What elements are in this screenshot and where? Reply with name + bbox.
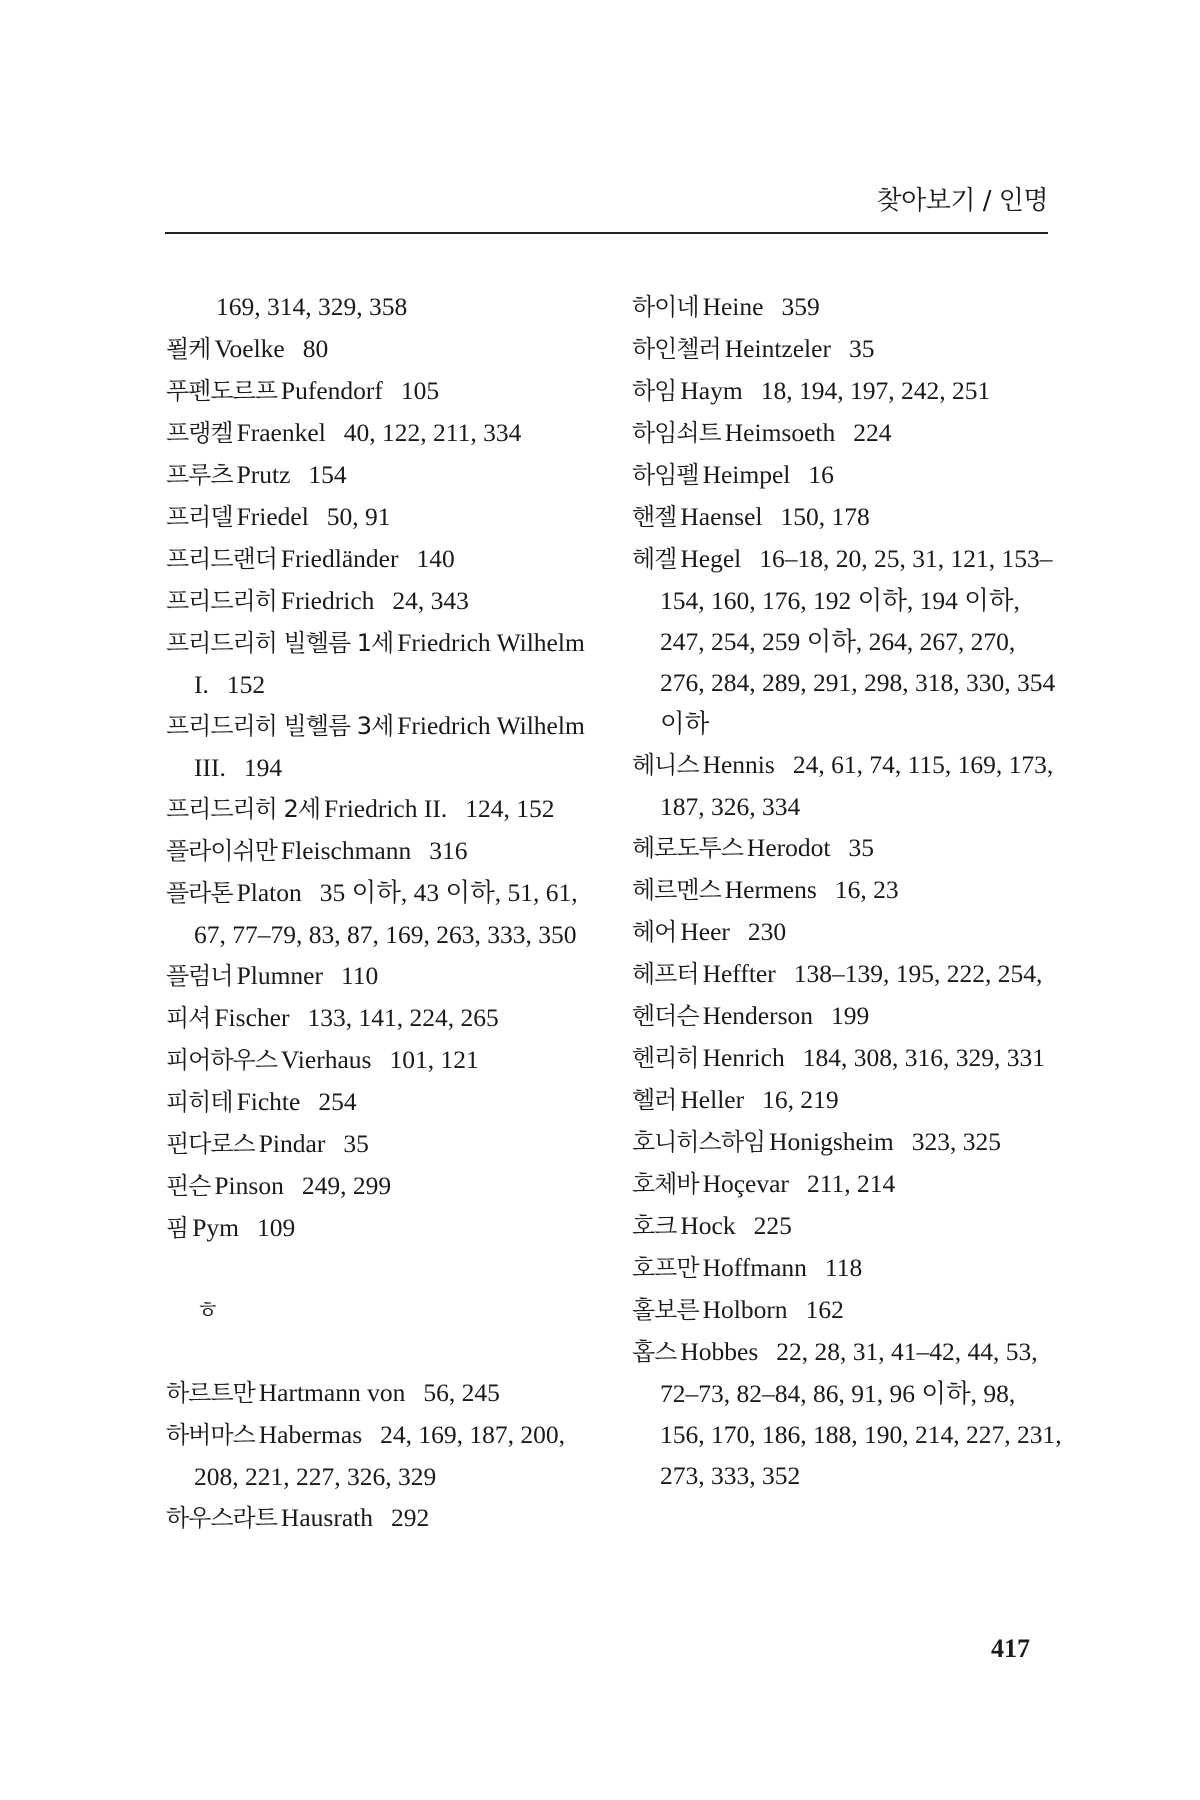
index-entry <box>166 830 586 872</box>
entry-page-refs: 162 <box>805 1295 844 1324</box>
index-entry <box>632 995 1062 1037</box>
entry-korean-name: 하우스라트 <box>166 1504 277 1532</box>
entry-page-refs: 110 <box>340 961 379 990</box>
index-entry <box>166 412 586 454</box>
entry-korean-name: 플라톤 <box>166 879 233 907</box>
index-entry <box>166 872 586 955</box>
entry-latin-name: Hoçevar <box>702 1169 789 1198</box>
entry-korean-name: 프루츠 <box>166 461 233 489</box>
index-entry <box>166 955 586 997</box>
entry-page-refs: 292 <box>390 1503 430 1532</box>
entry-page-refs: 359 <box>781 292 820 321</box>
entry-latin-name: Holborn <box>702 1295 788 1324</box>
index-entry <box>632 1205 1062 1247</box>
index-entry <box>166 370 586 412</box>
entry-page-refs: 50, 91 <box>326 502 391 531</box>
index-entry <box>632 328 1062 370</box>
entry-page-refs: 249, 299 <box>301 1171 392 1200</box>
entry-latin-name: Friedrich Wilhelm I. <box>194 628 585 699</box>
entry-latin-name: Hennis <box>702 750 775 779</box>
entry-page-refs: 124, 152 <box>465 794 555 823</box>
entry-latin-name: Hobbes <box>680 1337 759 1366</box>
entry-korean-name: 피어하우스 <box>166 1046 277 1074</box>
entry-latin-name: Pym <box>192 1213 239 1242</box>
entry-latin-name: Prutz <box>236 460 291 489</box>
index-entry <box>166 1165 586 1207</box>
entry-latin-name: Friedländer <box>280 544 399 573</box>
entry-page-refs: 138–139, 195, 222, 254, <box>793 959 1043 988</box>
index-entry <box>632 496 1062 538</box>
entry-latin-name: Fleischmann <box>280 836 412 865</box>
entry-latin-name: Pufendorf <box>280 376 383 405</box>
entry-korean-name: 핸젤 <box>632 503 677 531</box>
entry-korean-name: 헤어 <box>632 918 677 946</box>
index-entry <box>632 1289 1062 1331</box>
entry-korean-name: 헬러 <box>632 1086 677 1114</box>
index-entry <box>632 744 1062 827</box>
index-entry <box>166 286 586 328</box>
entry-latin-name: Hausrath <box>280 1503 373 1532</box>
index-entry <box>166 538 586 580</box>
entry-korean-name: 헤겔 <box>632 545 677 573</box>
index-entry <box>166 1123 586 1165</box>
index-entry <box>632 1163 1062 1205</box>
index-entry <box>632 911 1062 953</box>
entry-korean-name: 하임쇠트 <box>632 419 721 447</box>
index-entry <box>632 953 1062 995</box>
entry-korean-name: 하르트만 <box>166 1379 255 1407</box>
entry-korean-name: 플럼너 <box>166 962 233 990</box>
entry-latin-name: Hock <box>680 1211 736 1240</box>
entry-page-refs: 316 <box>429 836 468 865</box>
entry-page-refs: 56, 245 <box>423 1378 500 1407</box>
entry-latin-name: Hermens <box>724 875 817 904</box>
entry-page-refs: 254 <box>318 1087 357 1116</box>
entry-korean-name: 헨더슨 <box>632 1002 699 1030</box>
entry-latin-name: Heintzeler <box>724 334 831 363</box>
index-entry <box>166 1414 586 1497</box>
entry-latin-name: Vierhaus <box>280 1045 372 1074</box>
running-head: 찾아보기 / 인명 <box>876 186 1048 216</box>
entry-page-refs: 35 <box>343 1129 369 1158</box>
entry-korean-name: 프리드리히 빌헬름 1세 <box>166 629 394 657</box>
entry-latin-name: Henrich <box>702 1043 785 1072</box>
entry-korean-name: 호크 <box>632 1212 677 1240</box>
entry-latin-name: Heimpel <box>702 460 791 489</box>
entry-page-refs: 150, 178 <box>780 502 870 531</box>
entry-latin-name: Friedrich Wilhelm III. <box>194 711 585 782</box>
entry-korean-name: 호프만 <box>632 1254 699 1282</box>
entry-korean-name: 헤로도투스 <box>632 834 743 862</box>
entry-page-refs: 211, 214 <box>806 1169 896 1198</box>
index-entry <box>166 328 586 370</box>
entry-page-refs: 18, 194, 197, 242, 251 <box>760 376 991 405</box>
entry-latin-name: Friedrich II. <box>324 794 448 823</box>
entry-korean-name: 호체바 <box>632 1170 699 1198</box>
entry-korean-name: 피셔 <box>166 1004 211 1032</box>
entry-korean-name: 하임펠 <box>632 461 699 489</box>
entry-korean-name: 홀보른 <box>632 1296 699 1324</box>
entry-page-refs: 225 <box>753 1211 792 1240</box>
entry-korean-name: 헤르멘스 <box>632 876 721 904</box>
entry-latin-name: Pindar <box>258 1129 326 1158</box>
entry-korean-name: 핀슨 <box>166 1172 211 1200</box>
entry-page-refs: 24, 169, 187, 200, 208, 221, 227, 326, 329 <box>194 1420 565 1491</box>
entry-page-refs: 133, 141, 224, 265 <box>307 1003 499 1032</box>
entry-korean-name: 헨리히 <box>632 1044 699 1072</box>
entry-latin-name: Platon <box>236 878 302 907</box>
entry-latin-name: Fischer <box>214 1003 290 1032</box>
index-entry <box>632 1121 1062 1163</box>
entry-korean-name: 하버마스 <box>166 1421 255 1449</box>
entry-latin-name: Heller <box>680 1085 745 1114</box>
entry-page-refs: 169, 314, 329, 358 <box>216 292 408 321</box>
entry-korean-name: 홉스 <box>632 1338 677 1366</box>
index-entry <box>166 705 586 788</box>
entry-korean-name: 프리드리히 빌헬름 3세 <box>166 712 394 740</box>
entry-page-refs: 80 <box>302 334 329 363</box>
entry-latin-name: Voelke <box>214 334 285 363</box>
entry-page-refs: 140 <box>416 544 455 573</box>
entry-latin-name: Heer <box>680 917 730 946</box>
entry-latin-name: Haym <box>680 376 743 405</box>
index-entry <box>166 496 586 538</box>
entry-korean-name: 플라이쉬만 <box>166 837 277 865</box>
entry-latin-name: Haensel <box>680 502 763 531</box>
index-entry <box>632 1247 1062 1289</box>
entry-page-refs: 16, 219 <box>762 1085 839 1114</box>
entry-latin-name: Heimsoeth <box>724 418 836 447</box>
index-column-right <box>632 286 1062 1496</box>
index-entry <box>632 286 1062 328</box>
index-entry <box>632 412 1062 454</box>
index-entry <box>166 788 586 830</box>
entry-korean-name: 프리델 <box>166 503 233 531</box>
entry-korean-name: 헤니스 <box>632 751 699 779</box>
entry-latin-name: Friedel <box>236 502 309 531</box>
index-entry <box>632 827 1062 869</box>
index-entry <box>166 622 586 705</box>
entry-latin-name: Habermas <box>258 1420 363 1449</box>
entry-page-refs: 24, 61, 74, 115, 169, 173, 187, 326, 334 <box>660 750 1054 821</box>
entry-page-refs: 184, 308, 316, 329, 331 <box>802 1043 1045 1072</box>
entry-latin-name: Heffter <box>702 959 776 988</box>
entry-korean-name: 프리드랜더 <box>166 545 277 573</box>
entry-korean-name: 헤프터 <box>632 960 699 988</box>
entry-latin-name: Herodot <box>746 833 831 862</box>
entry-page-refs: 105 <box>400 376 440 405</box>
entry-page-refs: 230 <box>747 917 787 946</box>
entry-page-refs: 101, 121 <box>389 1045 479 1074</box>
index-entry <box>166 454 586 496</box>
index-entry <box>166 1081 586 1123</box>
entry-latin-name: Pinson <box>214 1171 284 1200</box>
entry-korean-name: 핌 <box>166 1214 189 1242</box>
entry-latin-name: Fraenkel <box>236 418 326 447</box>
entry-page-refs: 16 <box>808 460 834 489</box>
entry-page-refs: 118 <box>824 1253 863 1282</box>
index-entry <box>166 1207 586 1249</box>
entry-latin-name: Plumner <box>236 961 323 990</box>
entry-korean-name: 핀다로스 <box>166 1130 255 1158</box>
entry-korean-name: 프리드리히 <box>166 587 277 615</box>
index-entry <box>632 454 1062 496</box>
index-entry <box>632 538 1062 744</box>
entry-korean-name: 하임 <box>632 377 677 405</box>
entry-latin-name: Heine <box>702 292 764 321</box>
index-entry <box>166 1497 586 1539</box>
entry-page-refs: 152 <box>226 670 266 699</box>
entry-page-refs: 323, 325 <box>911 1127 1002 1156</box>
entry-latin-name: Friedrich <box>280 586 375 615</box>
index-entry <box>166 580 586 622</box>
index-entry <box>632 1037 1062 1079</box>
entry-page-refs: 24, 343 <box>392 586 469 615</box>
index-entry <box>632 1331 1062 1496</box>
index-entry <box>632 370 1062 412</box>
header-rule <box>165 232 1048 234</box>
entry-page-refs: 154 <box>308 460 347 489</box>
entry-latin-name: Hegel <box>680 544 742 573</box>
entry-page-refs: 224 <box>853 418 892 447</box>
index-entry <box>632 869 1062 911</box>
entry-page-refs: 35 <box>848 833 874 862</box>
index-list-left-lower <box>166 1372 586 1539</box>
entry-page-refs: 35 <box>848 334 875 363</box>
entry-latin-name: Hartmann von <box>258 1378 406 1407</box>
entry-page-refs: 35 이하, 43 이하, 51, 61, 67, 77–79, 83, 87, 169, 263, 333, 350 <box>194 878 578 949</box>
entry-page-refs: 109 <box>256 1213 296 1242</box>
entry-page-refs: 40, 122, 211, 334 <box>343 418 522 447</box>
entry-page-refs: 194 <box>243 753 283 782</box>
index-column-left <box>166 286 586 1539</box>
index-entry <box>166 1372 586 1414</box>
entry-latin-name: Honigsheim <box>769 1127 894 1156</box>
entry-korean-name: 프랭켈 <box>166 419 233 447</box>
index-entry <box>166 1039 586 1081</box>
entry-page-refs: 16–18, 20, 25, 31, 121, 153–154, 160, 176, 192 이하, 194 이하, 247, 254, 259 이하, 264, 267, 270, 276, 284, 289, 291, 298, 318, 330, 354 이하 <box>660 544 1056 738</box>
index-entry <box>632 1079 1062 1121</box>
entry-page-refs: 199 <box>831 1001 870 1030</box>
entry-korean-name: 푸펜도르프 <box>166 377 277 405</box>
entry-latin-name: Fichte <box>236 1087 301 1116</box>
entry-korean-name: 피히테 <box>166 1088 233 1116</box>
entry-korean-name: 프리드리히 2세 <box>166 795 321 823</box>
entry-page-refs: 22, 28, 31, 41–42, 44, 53, 72–73, 82–84, 86, 91, 96 이하, 98, 156, 170, 186, 188, 190, 214, 227, 231, 273, 333, 352 <box>660 1337 1062 1490</box>
page-number: 417 <box>991 1634 1030 1663</box>
entry-korean-name: 푈케 <box>166 335 211 363</box>
section-letter-hieut: ㅎ <box>196 1296 220 1324</box>
entry-korean-name: 하이네 <box>632 293 699 321</box>
entry-page-refs: 16, 23 <box>834 875 899 904</box>
entry-latin-name: Henderson <box>702 1001 814 1030</box>
entry-latin-name: Hoffmann <box>702 1253 807 1282</box>
entry-korean-name: 하인첼러 <box>632 335 721 363</box>
index-list-left-upper <box>166 286 586 1249</box>
index-list-right <box>632 286 1062 1496</box>
entry-korean-name: 호니히스하임 <box>632 1128 766 1156</box>
index-entry <box>166 997 586 1039</box>
